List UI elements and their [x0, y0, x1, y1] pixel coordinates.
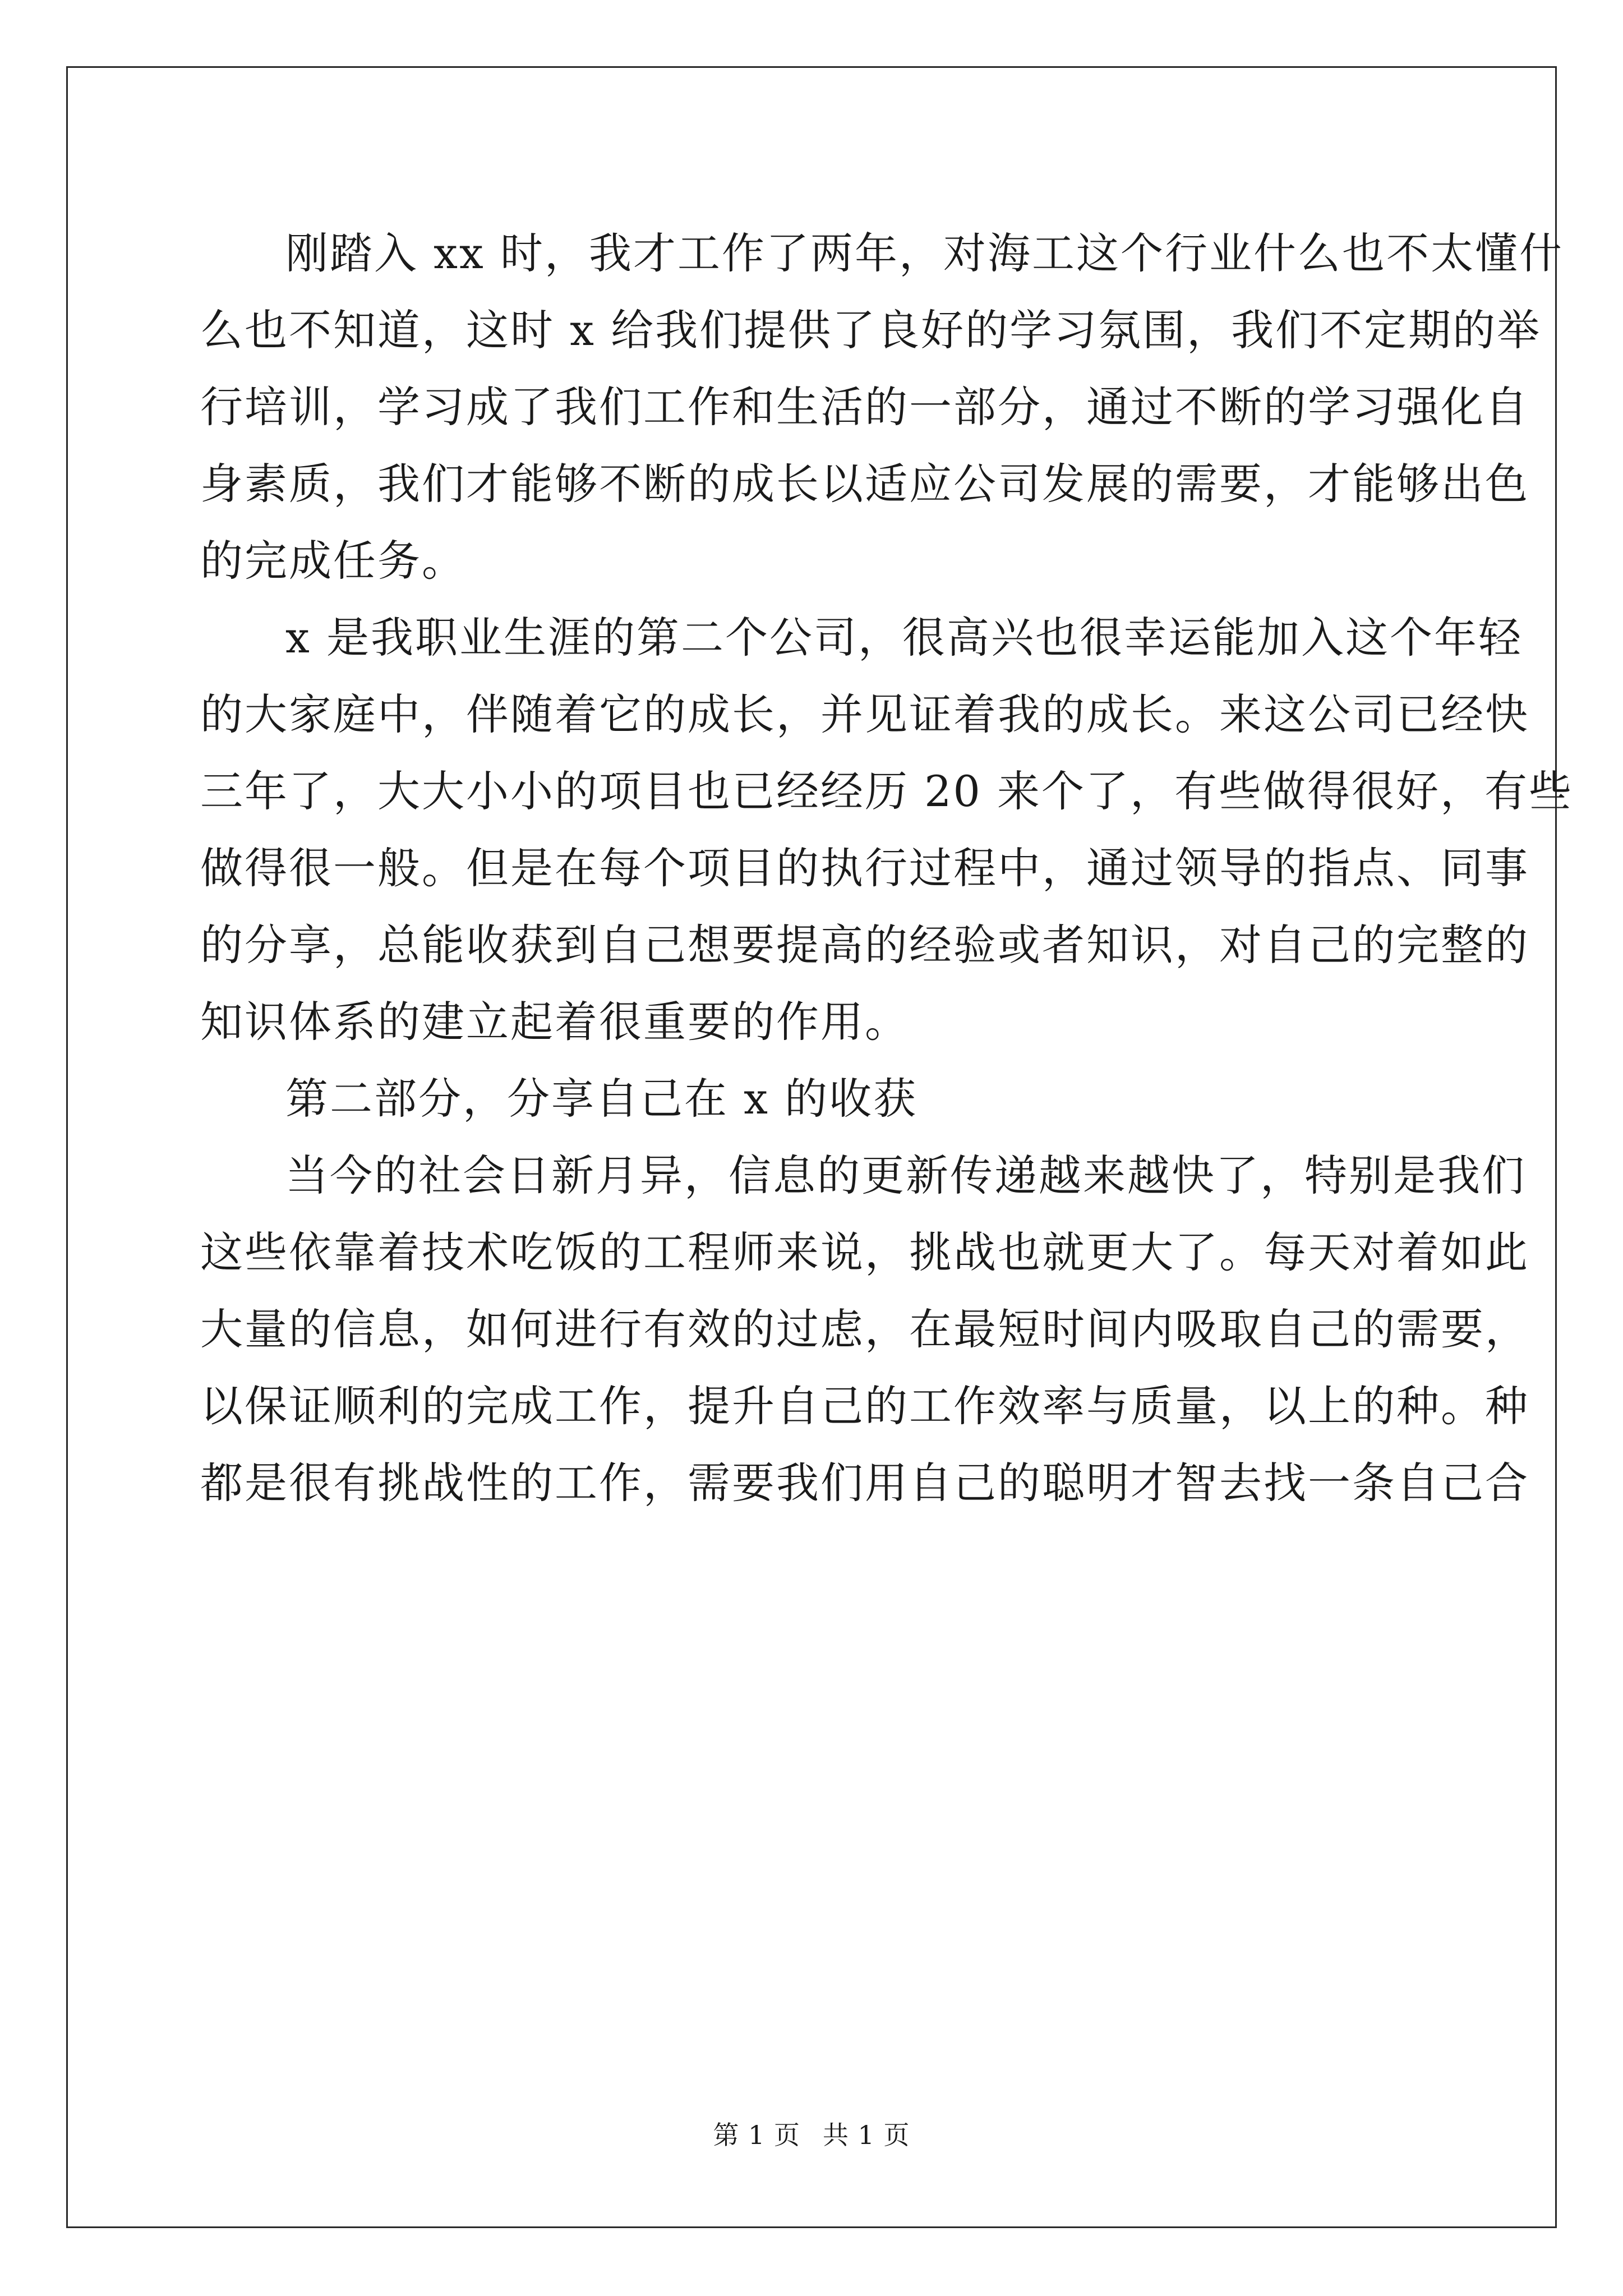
paragraph-1-line-2: 么也不知道，这时 x 给我们提供了良好的学习氛围，我们不定期的举 — [200, 305, 1542, 355]
page-number: 第 1 页 — [713, 2120, 800, 2150]
page-footer — [0, 2115, 1623, 2152]
paragraph-1-line-5: 的完成任务。 — [200, 536, 466, 586]
paragraph-4-line-1: 当今的社会日新月异，信息的更新传递越来越快了，特别是我们 — [285, 1151, 1526, 1200]
paragraph-2-line-3: 三年了，大大小小的项目也已经经历 20 来个了，有些做得很好，有些 — [200, 766, 1574, 816]
paragraph-4-line-5: 都是很有挑战性的工作，需要我们用自己的聪明才智去找一条自己合 — [200, 1458, 1529, 1508]
paragraph-2-line-2: 的大家庭中，伴随着它的成长，并见证着我的成长。来这公司已经快 — [200, 689, 1529, 739]
paragraph-1-line-4: 身素质，我们才能够不断的成长以适应公司发展的需要，才能够出色 — [200, 459, 1529, 509]
paragraph-1-line-1: 刚踏入 xx 时，我才工作了两年，对海工这个行业什么也不太懂什 — [285, 228, 1564, 278]
paragraph-4-line-4: 以保证顺利的完成工作，提升自己的工作效率与质量，以上的种。种 — [200, 1381, 1529, 1431]
paragraph-2-line-6: 知识体系的建立起着很重要的作用。 — [200, 997, 909, 1047]
paragraph-4-line-2: 这些依靠着技术吃饭的工程师来说，挑战也就更大了。每天对着如此 — [200, 1227, 1529, 1277]
section-heading: 第二部分，分享自己在 x 的收获 — [285, 1074, 918, 1124]
page-total: 共 1 页 — [823, 2120, 910, 2150]
paragraph-1-line-3: 行培训，学习成了我们工作和生活的一部分，通过不断的学习强化自 — [200, 382, 1529, 432]
paragraph-4-line-3: 大量的信息，如何进行有效的过虑，在最短时间内吸取自己的需要， — [200, 1304, 1529, 1354]
paragraph-2-line-1: x 是我职业生涯的第二个公司，很高兴也很幸运能加入这个年轻 — [285, 613, 1523, 662]
paragraph-2-line-4: 做得很一般。但是在每个项目的执行过程中，通过领导的指点、同事 — [200, 843, 1529, 893]
document-body — [200, 215, 1574, 1521]
paragraph-2-line-5: 的分享，总能收获到自己想要提高的经验或者知识，对自己的完整的 — [200, 920, 1529, 970]
